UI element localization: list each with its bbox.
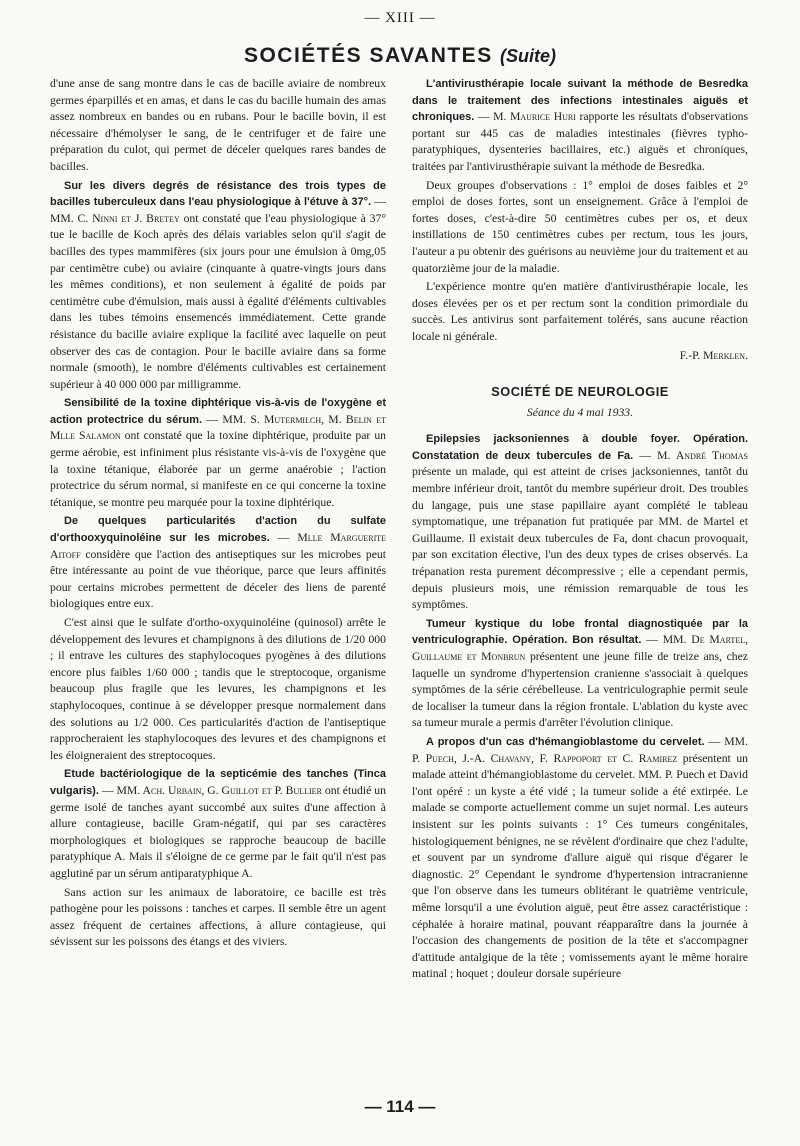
article-heading: De quelques particularités d'action du sulfate d'orthooxyquinoléine sur les microbes. <box>50 515 386 545</box>
article-paragraph: L'expérience montre qu'en matière d'antivirusthérapie locale, les doses élevées per os et per rectum sont la condition primordiale du succès. Les antivirus sont parfaitement tolérés, sans aucune réaction locale ni générale. <box>412 280 748 343</box>
title-text: SOCIÉTÉS SAVANTES <box>243 44 493 67</box>
article-paragraph: C'est ainsi que le sulfate d'ortho-oxyquinoléine (quinosol) arrête le développement des levures et champignons à des dilutions de 1/20 000 ; il entrave les cultures des staphylocoques pyogènes à des dilutions encore plus faibles 1/60 000 ; tandis que le streptocoque, organisme beaucoup plus fragile que les levures, les champignons et les staphylocoques, continue à se développer presque normalement dans des solutions au 1/2 000. Ces particularités d'action de l'antiseptique rapprocheraient les staphylocoques des levures et des champignons et les éloigneraient des streptocoques. <box>50 616 386 762</box>
article-authors: — M. André Thomas <box>639 448 748 462</box>
article-ninni-bretey <box>50 178 386 394</box>
article-puech <box>412 734 748 983</box>
page-title <box>0 44 800 68</box>
right-column <box>412 76 748 1086</box>
article-text: rapporte les résultats d'observations portant sur 445 cas de maladies intestinales (fièvres typho-paratyphiques, dysenteries bacillaires, etc.) aiguës et chroniques, traitées par l'antivirusthérapie suivant la méthode de Besredka. <box>412 110 748 173</box>
article-heading: Epilepsies jacksoniennes à double foyer. Opération. Constatation de deux tubercules de Fa. <box>412 433 748 462</box>
article-authors: — Mlle Marguerite Aitoff <box>50 531 386 561</box>
article-authors: — MM. P. Puech, J.-A. Chavany, F. Rappoport et C. Ramirez <box>412 734 748 765</box>
left-column <box>50 76 386 1086</box>
article-authors: — MM. S. Mutermilch, M. Belin et Mlle Salamon <box>50 412 386 443</box>
signature: F.-P. Merklen. <box>679 348 748 362</box>
article-paragraph: Sans action sur les animaux de laboratoire, ce bacille est très pathogène pour les poissons : tanches et carpes. Il semble être un agent assez fréquent de certaines affections, à allure contagieuse, qui sévissent sur les poissons des étangs et des viviers. <box>50 885 386 949</box>
article-authors: — MM. Ach. Urbain, G. Guillot et P. Bullier <box>101 783 322 797</box>
article-paragraph: Deux groupes d'observations : 1° emploi de doses faibles et 2° emploi de doses fortes, sont un enseignement. Grâce à l'emploi de fortes doses, c'est-à-dire 50 centimètres cubes per os, et deux instillations de 150 centimètres cubes per rectum, tous les jours, l'auteur a pu obtenir des guérisons au neuvième jour du traitement et au quatorzième jour de la maladie. <box>412 178 748 275</box>
article-text: considère que l'action des antiseptiques sur les microbes peut être intéressante au point de vue théorique, parce que leurs affinités pour certains microbes permettent de déceler des liens de parenté biologiques entre eux. <box>50 547 386 611</box>
continued-paragraph: d'une anse de sang montre dans le cas de bacille aviaire de nombreux germes éparpillés et en amas, et dans le cas du bacille humain des amas assez nombreux en bandes ou en rubans. Pour le bacille bovin, il est nécessaire d'hémolyser le sang, de le centrifuger et de faire une préparation du culot, qui permet de déceler quelques rares bandes de bacilles. <box>50 77 386 173</box>
article-text: présentent un malade atteint d'hémangioblastome du cervelet. MM. P. Puech et David l'ont opéré : un kyste a été vidé ; la tumeur solide a été extirpée. Le malade se comporte actuellement comme un sujet normal. Les auteurs insistent sur les points suivants : 1° Ces tumeurs congénitales, histologiquement bénignes, ne se révèlent d'ordinaire que chez l'adulte, et souvent par un syndrome d'allure aiguë qui risque d'égarer le diagnostic. 2° Cependant le syndrome d'hypertension intracranienne que l'on observe dans les tumeurs oblitérant le quatrième ventricule, même lorsqu'il a une évolution aiguë, peut être assez caractéristique : céphalée à horaire matinal, pouvant réapparaître dans la journée à l'occasion des changements de position de la tête et s'accompagner d'attitude antalgique de la tête ; vomissements ayant le même horaire matinal ; hoquet ; douleur dorsale supérieure <box>412 751 748 981</box>
article-authors: — MM. De Martel, Guillaume et Monbrun <box>412 633 748 663</box>
article-heading: Sensibilité de la toxine diphtérique vis-à-vis de l'oxygène et action protectrice du sérum. <box>50 397 386 426</box>
page-number: — 114 — <box>364 1097 436 1116</box>
roman-page-number: — XIII — <box>364 10 436 26</box>
article-authors: — MM. C. Ninni et J. Bretey <box>50 195 386 225</box>
article-authors: — M. Maurice Huri <box>477 110 576 124</box>
article-text: présentent une jeune fille de treize ans, chez laquelle un syndrome d'hypertension cranienne s'associait à quelques symptômes de la série cérébelleuse. La ventriculographie permit seule de localiser la tumeur dans la région frontale. L'ablation du kyste avec sa tumeur murale a permis d'arrêter l'évolution clinique. <box>412 650 748 730</box>
article-aitoff <box>50 513 386 613</box>
session-date: Séance du 4 mai 1933. <box>526 405 634 419</box>
article-text: ont constaté que la toxine diphtérique, produite par un germe aérobie, est infiniment plus résistante vis-à-vis de l'oxygène que la toxine tétanique, élaborée par un germe anaérobie ; l'action protectrice du sérum normal, si manifeste en ce qui concerne la toxine tétanique, se montre peu marquée pour la toxine diphtérique. <box>50 429 386 509</box>
article-text: ont constaté que l'eau physiologique à 37° tue le bacille de Koch après des délais variables selon qu'il s'agit de bacilles des types mammifères (six jours pour une émulsion à 0mg,05 par centimètre cube) ou aviaire (cinquante à quatre-vingts jours dans les mêmes conditions), et non seulement à égalité de poids par centimètre cube d'émulsion, mais aussi à égalité d'éléments cultivables dans les tubes témoins ensemencés immédiatement. Cette grande résistance du bacille aviaire explique la facilité avec laquelle on peut observer des cas de contagion. Pour le bacille aviaire dans sa forme normale (smooth), le nombre d'éléments cultivables est certainement supérieur à 40 000 000 par milligramme. <box>50 211 386 391</box>
article-heading: L'antivirusthérapie locale suivant la méthode de Besredka dans le traitement des infections intestinales aiguës et chroniques. <box>412 78 748 124</box>
article-de-martel <box>412 616 748 732</box>
article-heading: Sur les divers degrés de résistance des trois types de bacilles tuberculeux dans l'eau physiologique à l'étuve à 37°. <box>50 179 386 209</box>
article-text: ont étudié un germe isolé de tanches ayant succombé aux suites d'une affection à allure contagieuse, bacille Gram-négatif, qui par ses caractères morphologiques et biologiques se rapproche beaucoup de bacille paratyphique A. Mais il s'éloigne de ce germe par le fait qu'il n'est pas agglutiné par un sérum antiparatyphique A. <box>50 783 386 880</box>
article-text: présente un malade, qui est atteint de crises jacksoniennes, tantôt du membre inférieur droit, tantôt du membre supérieur droit. Des troubles du langage, puis une stase papillaire ayant complété le tableau symptomatique, une trépanation fut pratiquée par MM. de Martel et Guillaume. Il existait deux tubercules de Fa, dont chacun provoquait, par son excitation élective, l'un des deux types de crises observés. La trépanation resta purement décompressive ; elle a cependant permis, depuis plusieurs mois, une rémission remarquable de tous les symptômes. <box>412 465 748 612</box>
article-heading: Etude bactériologique de la septicémie des tanches (Tinca vulgaris). <box>50 768 386 797</box>
article-heading: A propos d'un cas d'hémangioblastome du cervelet. <box>426 735 705 748</box>
article-thomas <box>412 431 748 614</box>
title-suffix: (Suite) <box>500 46 557 66</box>
article-heading: Tumeur kystique du lobe frontal diagnostiquée par la ventriculographie. Opération. Bon résultat. <box>412 617 748 647</box>
article-huri <box>412 76 748 176</box>
article-urbain <box>50 766 386 882</box>
section-heading: SOCIÉTÉ DE NEUROLOGIE <box>491 384 669 400</box>
article-mutermilch <box>50 395 386 511</box>
